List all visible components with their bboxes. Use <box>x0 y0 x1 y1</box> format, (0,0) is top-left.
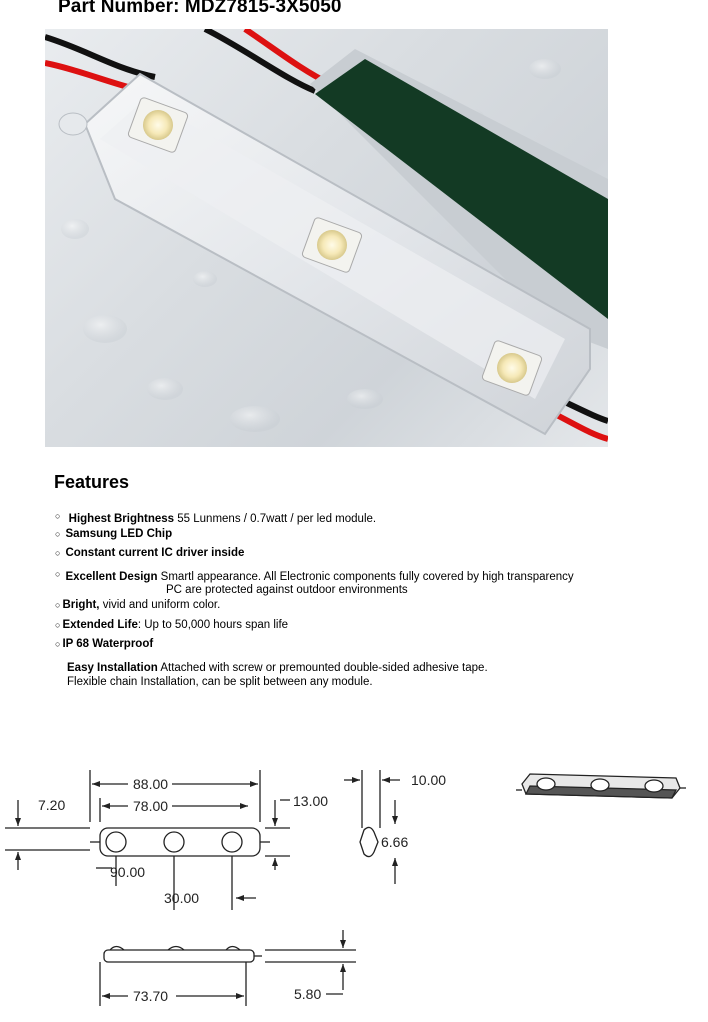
feature-item-waterproof: ○ IP 68 Waterproof <box>55 638 154 650</box>
bullet-icon: ○ <box>55 639 61 649</box>
led-module-illustration <box>45 29 608 447</box>
feature-design-continued: PC are protected against outdoor environments <box>166 584 408 596</box>
feature-item-driver: ○ Constant current IC driver inside <box>55 547 245 559</box>
bullet-icon: ○ <box>55 529 61 539</box>
installation-note: Easy Installation Attached with screw or premounted double-sided adhesive tape. Flexible chain Installation, can be split between any module. <box>67 662 488 688</box>
feature-item-brightness: ○ Highest Brightness 55 Lunmens / 0.7watt / per led module. <box>55 511 377 525</box>
bullet-icon: ○ <box>55 600 61 610</box>
feature-item-design: ○ Excellent Design Smartl appearance. All Electronic components fully covered by high transparency PC are protected against outdoor environments <box>55 569 574 596</box>
dimension-drawing <box>0 760 708 1022</box>
dim-88: 88.00 <box>133 776 169 792</box>
product-photo <box>45 29 608 447</box>
dim-78: 78.00 <box>133 798 169 814</box>
dim-7-20: 7.20 <box>38 797 66 813</box>
module-sketch <box>516 774 686 798</box>
bullet-icon: ○ <box>55 548 61 558</box>
dim-10: 10.00 <box>411 772 447 788</box>
feature-item-chip: ○ Samsung LED Chip <box>55 528 173 540</box>
module-front-view <box>104 950 254 962</box>
features-heading: Features <box>54 472 130 492</box>
dim-6-66: 6.66 <box>381 834 409 850</box>
dim-73-70: 73.70 <box>133 988 169 1004</box>
dim-13: 13.00 <box>293 793 329 809</box>
part-number-title: Part Number: MDZ7815-3X5050 <box>58 0 342 17</box>
bullet-icon: ○ <box>55 620 61 630</box>
installation-note-line2: Flexible chain Installation, can be split between any module. <box>67 676 373 688</box>
dim-5-80: 5.80 <box>294 986 322 1002</box>
module-side-view <box>360 827 378 856</box>
bullet-icon: ○ <box>55 569 61 579</box>
bullet-icon: ○ <box>55 511 61 521</box>
dim-30: 30.00 <box>164 890 200 906</box>
feature-item-life: ○ Extended Life: Up to 50,000 hours span life <box>55 619 289 631</box>
dim-90: 90.00 <box>110 864 146 880</box>
feature-item-color: ○ Bright, vivid and uniform color. <box>55 599 221 611</box>
